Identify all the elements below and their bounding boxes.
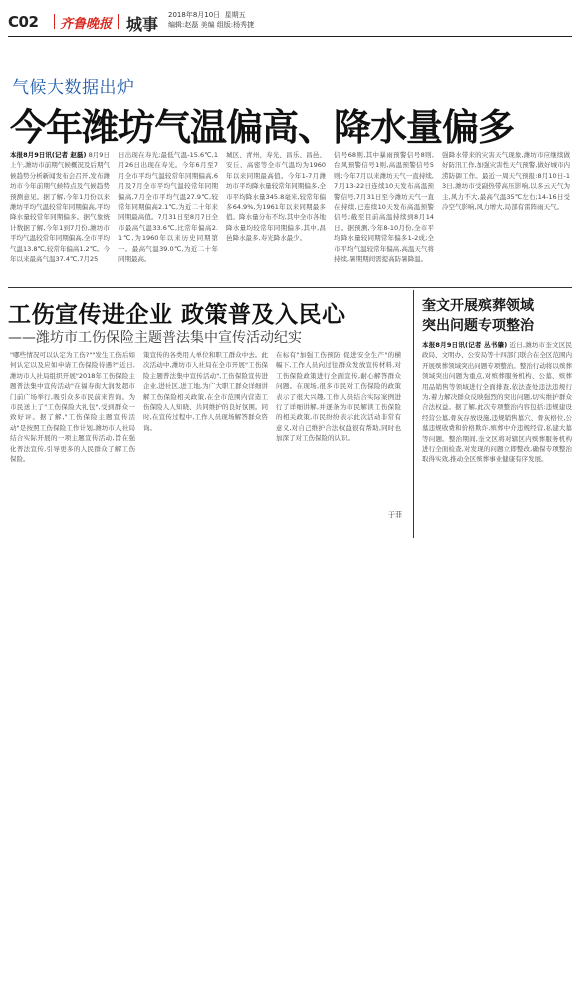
page-header (8, 6, 572, 37)
section-divider (8, 287, 572, 288)
story2-column-3: 在标有"加强工伤预防 促进安全生产"的横幅下,工作人员向过往群众发放宣传材料,对工伤保险政策进行全面宣传,耐心解答群众问题。在现场,很多市民对工伤保险的政策表示了很大兴趣,工作人员结合实际案例进行了详细讲解,并逐条为市民解读工伤保险的相关政策,市民纷纷表示此次活动非常有意义,对自己维护合法权益很有帮助,同时也加深了对工伤保险的认识。 (276, 351, 401, 443)
newspaper-logo: 齐鲁晚报 (60, 17, 113, 32)
story2-subhead: ——潍坊市工伤保险主题普法集中宣传活动纪实 (8, 330, 302, 346)
story1-column-4: 信号68则,其中暴雨预警信号8则,台风预警信号1则,高温预警信号5则;今年7月以来潍坊天气一直持续,7月13-22日连续10天发布高温预警信号,7月31日至今潍坊天气一直在持续,已连续10天发布高温预警信号;截至目前高温持续到8月14日。据预测,今年8-10月份,全市平均降水量较同期常年偏多1-2成;全市平均气温较常年偏高,高温天气将持续,暑期期间需提高防暑降温。 (334, 151, 434, 264)
column-divider (413, 290, 414, 538)
story1-column-5: 强降水带来的灾害天气现象,潍坊市应继续做好防汛工作,加强灾害性天气预警,做好城市内涝防御工作。最近一周天气预报:8月10日-13日,潍坊市受副热带高压影响,以多云天气为主,风力不大,最高气温35℃左右;14-16日受冷空气影响,风力增大,局部有雷阵雨天气。 (442, 151, 570, 212)
story1-column-1 (10, 150, 110, 280)
section-name: 城事 (126, 15, 159, 34)
story2-author: 于菲 (388, 511, 402, 519)
editor-credits: 编辑:赵磊 美编 组版:杨秀捷 (168, 21, 255, 29)
story3-headline (422, 296, 534, 336)
story3-body (422, 340, 572, 528)
story2-column-1: "哪些情况可以认定为工伤?""发生工伤后如何认定以及应如申请工伤保险待遇?"近日,潍坊市人社局组织开展"2018年工伤保险主题普法集中宣传活动"在福寿街大润发超市门前广场举行,吸引众多市民前来咨询。为市民送上了"工伤保险大礼包",受到群众一致好评。据了解,"工伤保险主题宣传活动"是按照工伤保险工作计划,潍坊市人社局结合实际开展的一项主题宣传活动,旨在强化普法宣传,引导更多的人民群众了解工伤保险。 (10, 351, 135, 464)
issue-date: 2018年8月10日 (168, 11, 221, 19)
story1-column-3: 城区、青州、寿光、昌乐、昌邑、安丘、高密等全市气温均为1960年以来同期最高值。今年1-7月潍坊市平均降水量较常年同期偏多,全市平均降水量345.8毫米,较常年偏多64.9%,为1961年以来同期最多值。降水量分布不均,其中全市各地降水量均较常年同期偏多,其中,昌邑降水最多,寿光降水最少。 (226, 151, 326, 243)
story3-lead: 本报8月9日讯(记者 丛书肇) (422, 341, 508, 349)
header-divider (118, 14, 119, 29)
page-number: C02 (8, 13, 39, 31)
story1-headline: 今年潍坊气温偏高、降水量偏多 (10, 106, 514, 149)
issue-weekday: 星期五 (224, 11, 246, 19)
story1-kicker: 气候大数据出炉 (12, 78, 135, 98)
header-divider (54, 14, 55, 29)
story3-text: 近日,潍坊市奎文区民政局、文明办、公安局等十四部门联合在全区范围内开展殡葬领域突出问题专项整治。整治行动将以殡葬领域突出问题为重点,对殡葬服务机构、公墓、殡葬用品销售等领域进行全面排查,依法查处违法违规行为,着力解决群众反映强烈的突出问题,切实维护群众合法权益。据了解,此次专项整治内容包括:违规建设经营公墓,骨灰存放设施,违规销售墓穴、骨灰格位,公墓违规收费和价格欺诈,殡葬中介违规经营,私建大墓等问题。整治期间,奎文区将对辖区内殡葬服务机构进行全面检查,对发现的问题立即整改,确保专项整治取得实效,推动全区殡葬事业健康有序发展。 (422, 341, 572, 464)
story1-lead: 本报8月9日讯(记者 赵磊) (10, 151, 87, 159)
header-meta (168, 10, 254, 30)
story2-headline: 工伤宣传进企业 政策普及入民心 (8, 302, 346, 328)
story3-headline-line2: 突出问题专项整治 (422, 318, 534, 334)
story1-text-1: 8月9日上午,潍坊市前期气候概况及后期气候趋势分析新闻发布会召开,发布潍坊市今年前期气候特点及气候趋势预测意见。据了解,今年1月份以来潍坊平均气温较常年同期偏高,平均降水量较常年同期偏多。据气象统计数据了解,今年1到7月份,潍坊市平均气温较常年同期偏高,全市平均气温13.8℃,较常年偏高1.2℃。今年以来最高气温37.4℃,7月25 (10, 151, 110, 264)
story3-headline-line1: 奎文开展殡葬领域 (422, 298, 534, 314)
story1-column-2: 日出现在寿光;最低气温-15.6℃,1月26日出现在寿光。今年6月至7月全市平均气温较常年同期偏高,6月及7月全市平均气温较常年同期偏高,7月全市平均气温27.9℃,较常年同期偏高2.1℃,为近二十年来同期最高值。7月31日至8月7日全市最高气温33.6℃,比常年偏高2.1℃,为1960年以来历史同期第一。最高气温39.0℃,为近二十年同期最高。 (118, 151, 218, 264)
story2-column-2: 策宣传的各类用人单位和职工群众中去。此次活动中,潍坊市人社局在全市开展"工伤保险主题普法集中宣传活动",工伤保险宣传进企业,进社区,进工地,为广大职工群众详细讲解工伤保险相关政策,在全市范围内营造工伤保险人人知晓、共同维护的良好氛围。同时,在宣传过程中,工作人员现场解答群众咨询。 (143, 351, 268, 432)
